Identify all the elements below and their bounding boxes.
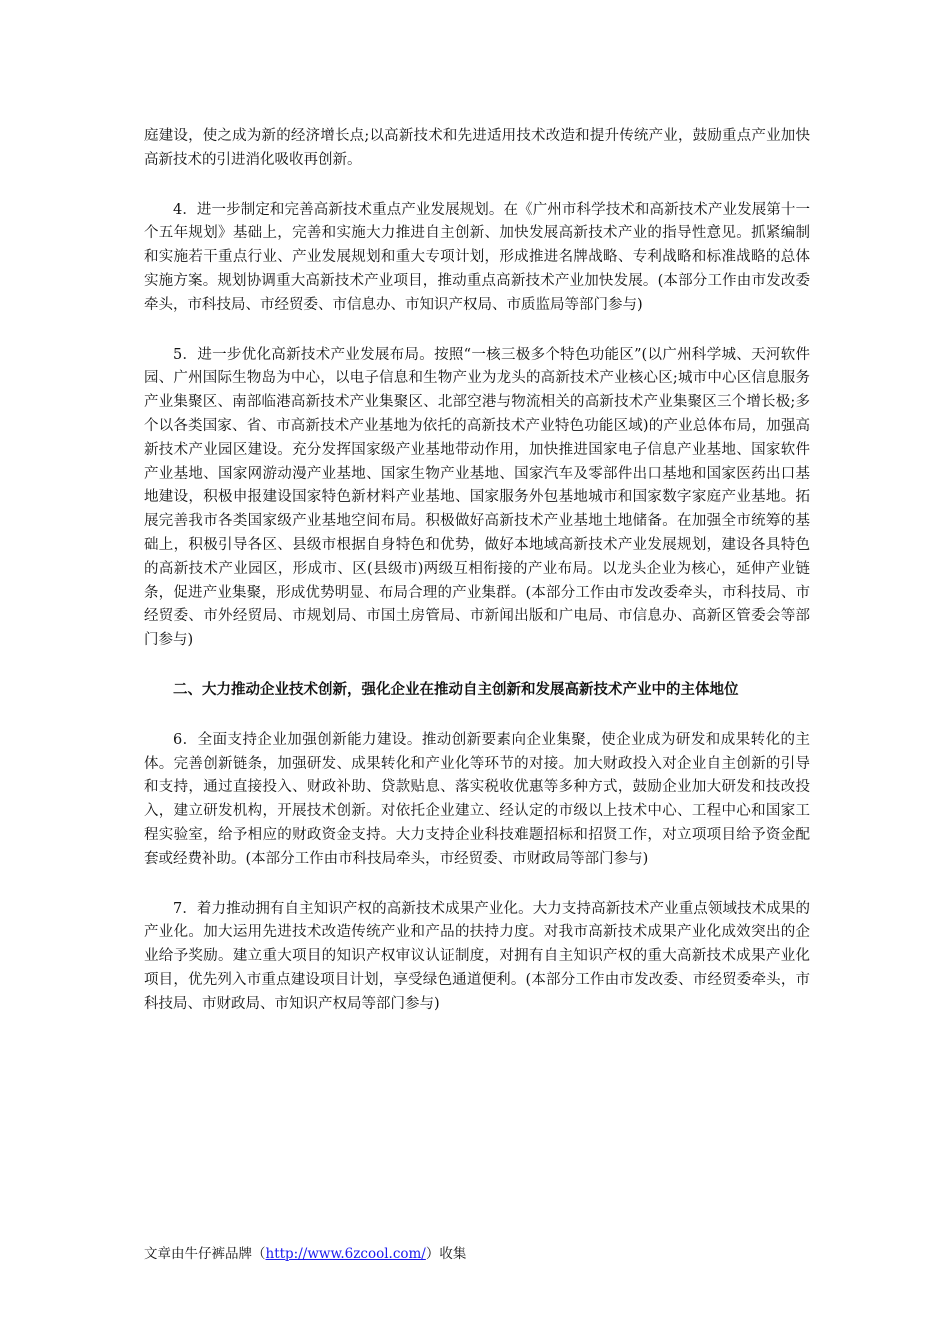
paragraph-continuation: 庭建设，使之成为新的经济增长点;以高新技术和先进适用技术改造和提升传统产业，鼓励重点产业加快高新技术的引进消化吸收再创新。 (144, 128, 810, 168)
paragraph-item-4: 4．进一步制定和完善高新技术重点产业发展规划。在《广州市科学技术和高新技术产业发展第十一个五年规划》基础上，完善和实施大力推进自主创新、加快发展高新技术产业的指导性意见。抓紧编制和实施若干重点行业、产业发展规划和重大专项计划，形成推进名牌战略、专利战略和标准战略的总体实施方案。规划协调重大高新技术产业项目，推动重点高新技术产业加快发展。(本部分工作由市发改委牵头，市科技局、市经贸委、市信息办、市知识产权局、市质监局等部门参与) (144, 201, 810, 313)
paragraph-item-6: 6．全面支持企业加强创新能力建设。推动创新要素向企业集聚，使企业成为研发和成果转化的主体。完善创新链条，加强研发、成果转化和产业化等环节的对接。加大财政投入对企业自主创新的引导和支持，通过直接投入、财政补助、贷款贴息、落实税收优惠等多种方式，鼓励企业加大研发和技改投入，建立研发机构，开展技术创新。对依托企业建立、经认定的市级以上技术中心、工程中心和国家工程实验室，给予相应的财政资金支持。大力支持企业科技难题招标和招贤工作，对立项项目给予资金配套或经费补助。(本部分工作由市科技局牵头，市经贸委、市财政局等部门参与) (144, 731, 810, 867)
document-body (144, 125, 810, 1017)
page-footer (144, 1244, 466, 1264)
section-heading-2: 二、大力推动企业技术创新，强化企业在推动自主创新和发展高新技术产业中的主体地位 (173, 681, 739, 698)
paragraph-item-5: 5．进一步优化高新技术产业发展布局。按照“一核三极多个特色功能区”(以广州科学城、天河软件园、广州国际生物岛为中心，以电子信息和生物产业为龙头的高新技术产业核心区;城市中心区信息服务产业集聚区、南部临港高新技术产业集聚区、北部空港与物流相关的高新技术产业集聚区三个增长极;多个以各类国家、省、市高新技术产业基地为依托的高新技术产业特色功能区域)的产业总体布局，加强高新技术产业园区建设。充分发挥国家级产业基地带动作用，加快推进国家电子信息产业基地、国家软件产业基地、国家网游动漫产业基地、国家生物产业基地、国家汽车及零部件出口基地和国家医药出口基地建设，积极申报建设国家特色新材料产业基地、国家服务外包基地城市和国家数字家庭产业基地。拓展完善我市各类国家级产业基地空间布局。积极做好高新技术产业基地土地储备。在加强全市统筹的基础上，积极引导各区、县级市根据自身特色和优势，做好本地域高新技术产业发展规划，建设各具特色的高新技术产业园区，形成市、区(县级市)两级互相衔接的产业布局。以龙头企业为核心，延伸产业链条，促进产业集聚，形成优势明显、布局合理的产业集群。(本部分工作由市发改委牵头，市科技局、市经贸委、市外经贸局、市规划局、市国土房管局、市新闻出版和广电局、市信息办、高新区管委会等部门参与) (144, 346, 810, 649)
footer-link[interactable]: http://www.6zcool.com/ (265, 1246, 426, 1262)
paragraph-item-7: 7．着力推动拥有自主知识产权的高新技术成果产业化。大力支持高新技术产业重点领域技术成果的产业化。加大运用先进技术改造传统产业和产品的扶持力度。对我市高新技术成果产业化成效突出的企业给予奖励。建立重大项目的知识产权审议认证制度，对拥有自主知识产权的重大高新技术成果产业化项目，优先列入市重点建设项目计划，享受绿色通道便利。(本部分工作由市发改委、市经贸委牵头，市科技局、市财政局、市知识产权局等部门参与) (144, 900, 810, 1012)
footer-suffix: ）收集 (425, 1246, 467, 1262)
footer-prefix: 文章由牛仔裤品牌（ (144, 1246, 266, 1262)
